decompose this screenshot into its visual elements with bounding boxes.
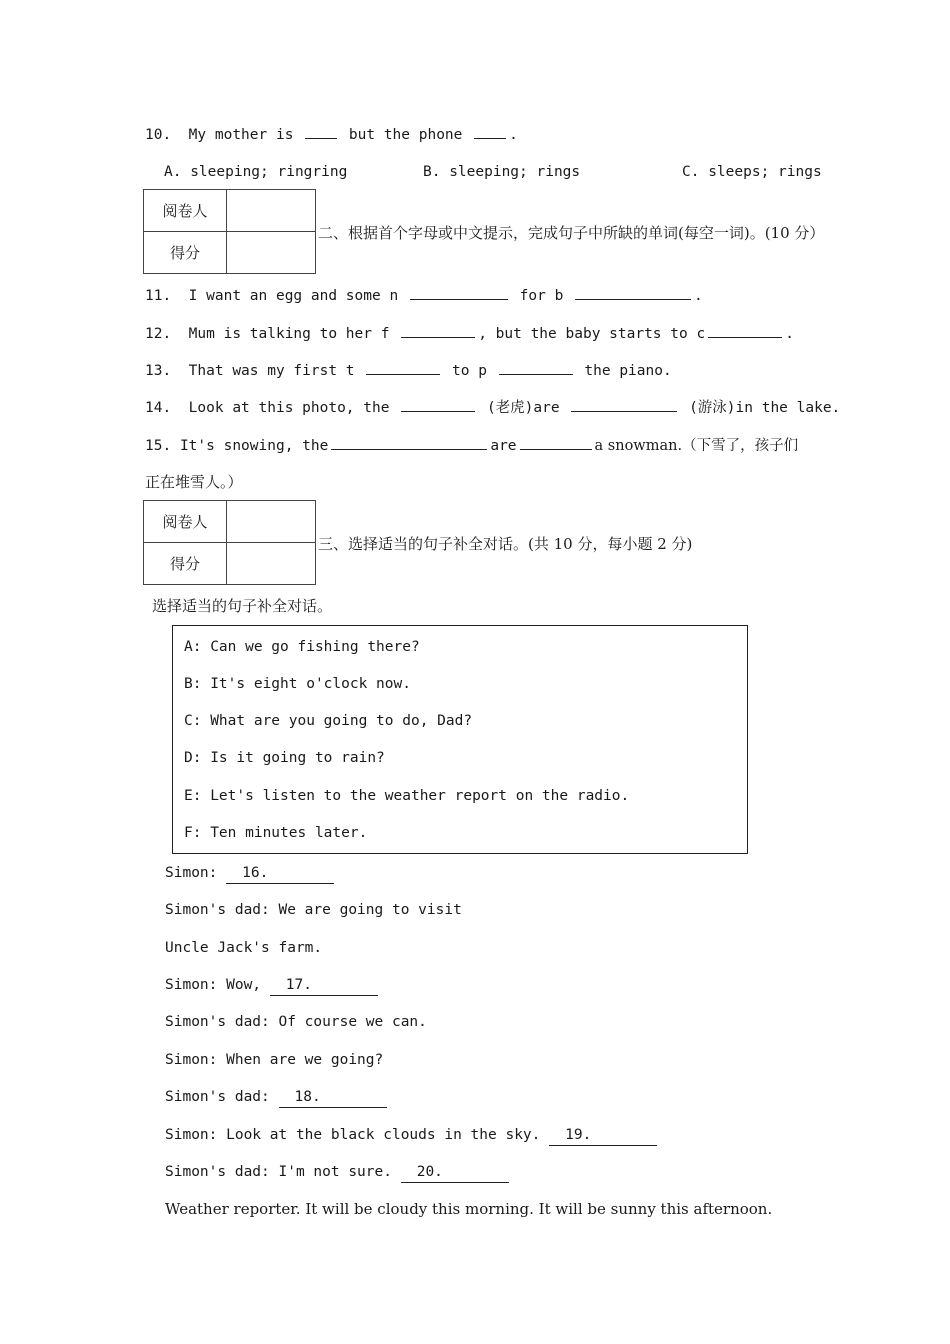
section-3-title: 三、选择适当的句子补全对话。(共 10 分，每小题 2 分) [318, 535, 693, 553]
dialogue-line: Weather reporter. It will be cloudy this morning. It will be sunny this afternoon. [165, 1200, 773, 1218]
question-15 [145, 435, 798, 456]
question-number: 10. [145, 127, 172, 143]
dialogue-text: Simon's dad: I'm not sure. [165, 1164, 392, 1180]
option-f: F: Ten minutes later. [184, 825, 368, 841]
question-15-continuation: 正在堆雪人。） [145, 473, 243, 491]
answer-blank[interactable] [331, 435, 487, 450]
option-d: D: Is it going to rain? [184, 750, 385, 766]
question-text: That was my first t [188, 363, 355, 379]
answer-blank[interactable] [499, 360, 573, 375]
answer-blank[interactable] [708, 323, 782, 338]
question-10: 10. My mother is but the phone . [145, 124, 518, 145]
dialogue-line: Uncle Jack's farm. [165, 940, 323, 956]
question-text: to p [452, 363, 487, 379]
dialogue-line: Simon's dad: Of course we can. [165, 1014, 427, 1030]
question-number: 11. [145, 288, 172, 304]
grade-table [143, 500, 316, 585]
dialogue-text: Simon: Wow, [165, 977, 262, 993]
question-text: I want an egg and some n [188, 288, 399, 304]
answer-blank-19[interactable]: 19. [549, 1125, 657, 1146]
reviewer-cell[interactable] [227, 501, 316, 543]
answer-blank[interactable] [571, 397, 677, 412]
option-e: E: Let's listen to the weather report on the radio. [184, 788, 630, 804]
question-text: It's snowing, the [179, 438, 329, 454]
question-14 [145, 397, 840, 418]
answer-blank-17[interactable]: 17. [270, 975, 378, 996]
option-a: A: Can we go fishing there? [184, 639, 420, 655]
score-cell[interactable] [227, 543, 316, 585]
answer-blank-18[interactable]: 18. [279, 1087, 387, 1108]
question-text: Mum is talking to her f [188, 326, 390, 342]
option-b: B: It's eight o'clock now. [184, 676, 411, 692]
dialogue-line: Simon: When are we going? [165, 1052, 384, 1068]
question-text: My mother is [188, 127, 294, 143]
question-12 [145, 323, 794, 344]
punctuation: . [694, 288, 703, 304]
score-label: 得分 [144, 232, 227, 274]
section-3-instruction: 选择适当的句子补全对话。 [152, 597, 333, 615]
dialogue-text: Simon's dad: [165, 1089, 270, 1105]
dialogue-line [165, 1125, 657, 1146]
answer-blank-16[interactable]: 16. [226, 863, 334, 884]
option-c[interactable]: C. sleeps; rings [682, 164, 822, 180]
question-text: (老虎)are [486, 400, 560, 416]
options-box [172, 625, 748, 854]
question-number: 12. [145, 326, 172, 342]
reviewer-cell[interactable] [227, 190, 316, 232]
question-11 [145, 285, 703, 306]
question-number: 14. [145, 400, 172, 416]
question-number: 13. [145, 363, 172, 379]
reviewer-label: 阅卷人 [144, 501, 227, 543]
answer-blank[interactable] [410, 285, 508, 300]
grade-table [143, 189, 316, 274]
speaker: Simon: [165, 865, 218, 881]
dialogue-text: Simon: Look at the black clouds in the sky. [165, 1127, 541, 1143]
answer-blank[interactable] [305, 124, 337, 139]
score-cell[interactable] [227, 232, 316, 274]
option-a[interactable]: A. sleeping; ringring [164, 164, 348, 180]
answer-blank[interactable] [401, 323, 475, 338]
question-text: but the phone [348, 127, 463, 143]
section-2-title: 二、根据首个字母或中文提示，完成句子中所缺的单词(每空一词)。(10 分） [318, 224, 825, 242]
answer-blank[interactable] [575, 285, 691, 300]
question-text: a snowman.（下雪了，孩子们 [594, 438, 799, 454]
question-13 [145, 360, 672, 381]
answer-blank[interactable] [474, 124, 506, 139]
dialogue-line [165, 1087, 387, 1108]
answer-blank-20[interactable]: 20. [401, 1162, 509, 1183]
question-text: for b [519, 288, 564, 304]
score-label: 得分 [144, 543, 227, 585]
answer-blank[interactable] [401, 397, 475, 412]
option-c: C: What are you going to do, Dad? [184, 713, 473, 729]
dialogue-line: Simon's dad: We are going to visit [165, 902, 462, 918]
dialogue-line [165, 1162, 509, 1183]
dialogue-line [165, 975, 378, 996]
question-text: are [490, 438, 517, 454]
answer-blank[interactable] [366, 360, 440, 375]
question-text: (游泳)in the lake. [689, 400, 841, 416]
question-text: the piano. [584, 363, 672, 379]
question-text: , but the baby starts to c [478, 326, 706, 342]
punctuation: . [785, 326, 794, 342]
answer-blank[interactable] [520, 435, 592, 450]
reviewer-label: 阅卷人 [144, 190, 227, 232]
question-number: 15. [145, 438, 172, 454]
option-b[interactable]: B. sleeping; rings [423, 164, 581, 180]
dialogue-line [165, 863, 334, 884]
question-text: Look at this photo, the [188, 400, 390, 416]
